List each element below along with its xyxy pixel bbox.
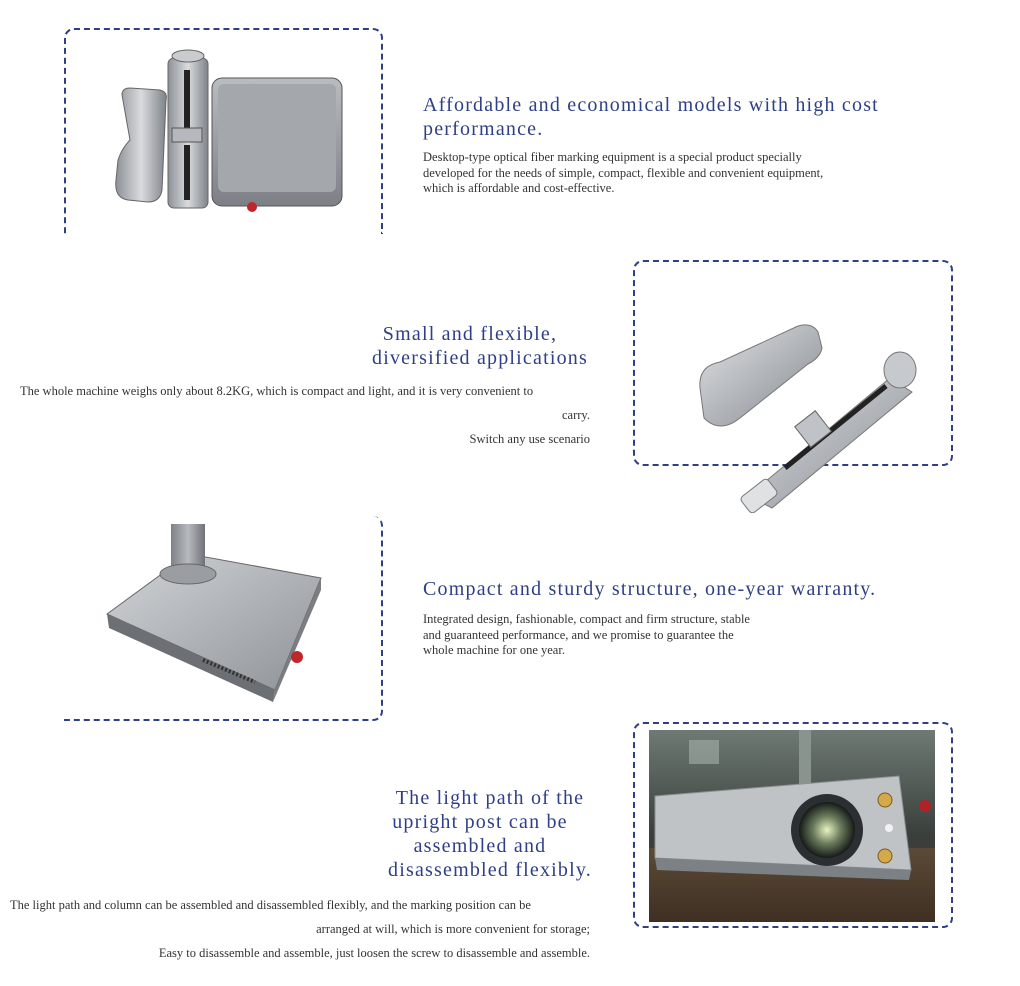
section-4-title-line-4: disassembled flexibly.	[388, 859, 592, 881]
section-4-body-line-2: arranged at will, which is more convenient for storage;	[316, 922, 590, 936]
section-2-title-line-2: diversified applications	[372, 347, 588, 369]
section-4-body-line-1: The light path and column can be assembled and disassembled flexibly, and the marking position can be	[10, 898, 531, 912]
optical-path-photo	[649, 730, 935, 922]
section-1-title: Affordable and economical models with high cost performance.	[423, 94, 879, 140]
section-4-body-line-3: Easy to disassemble and assemble, just loosen the screw to disassemble and assemble.	[158, 946, 590, 960]
section-4-title-line-2: upright post can be	[392, 811, 568, 833]
section-2-body-line-1: The whole machine weighs only about 8.2KG, which is compact and light, and it is very convenient to	[20, 384, 534, 398]
section-1-body: Desktop-type optical fiber marking equipment is a special product specially developed for the needs of simple, compact, flexible and convenient equipment, which is affordable and cost-effective.	[423, 150, 824, 195]
section-3-body: Integrated design, fashionable, compact and firm structure, stable and guaranteed performance, and we promise to guarantee the whole machine for one year.	[423, 612, 750, 657]
product-parts-image	[100, 40, 360, 220]
section-2-body-line-2: carry.	[562, 408, 590, 422]
head-and-column-image	[690, 318, 920, 513]
section-4-title-line-1: The light path of the	[395, 787, 585, 809]
section-3-title: Compact and sturdy structure, one-year warranty.	[423, 578, 877, 600]
base-unit-image	[105, 524, 325, 704]
section-4-title-line-3: assembled and	[413, 835, 547, 857]
section-2-body-line-3: Switch any use scenario	[469, 432, 590, 446]
section-2-title-line-1: Small and flexible,	[382, 323, 558, 345]
